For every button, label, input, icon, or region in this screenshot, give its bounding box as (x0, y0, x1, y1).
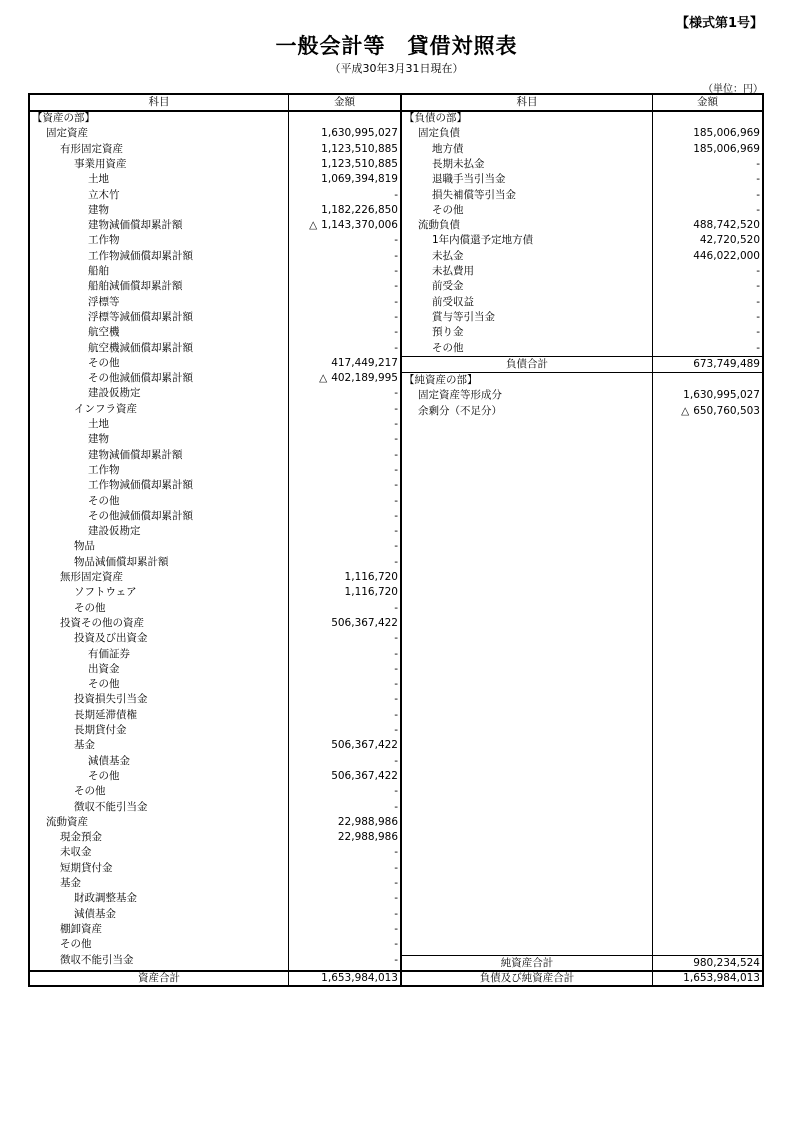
row-label: 地方債 (432, 142, 464, 155)
liability-row (30, 172, 766, 187)
row-label: その他 (60, 938, 92, 951)
row-label: 減債基金 (74, 907, 116, 920)
asset-row (30, 907, 766, 922)
row-label: 固定負債 (418, 127, 460, 140)
liability-row (30, 341, 766, 356)
row-amount (653, 295, 760, 310)
triangle-negative-icon: △ (319, 372, 328, 385)
asset-row (30, 494, 766, 509)
asset-row (30, 876, 766, 891)
row-label: 【資産の部】 (32, 112, 95, 124)
row-amount (289, 891, 398, 906)
amount-value: - (394, 249, 398, 262)
row-amount (653, 218, 760, 233)
asset-row (30, 937, 766, 952)
amount-value: - (394, 800, 398, 813)
amount-value: - (394, 922, 398, 935)
liability-row (30, 310, 766, 325)
row-amount (289, 448, 398, 463)
amount-value: - (394, 265, 398, 277)
row-label: ソフトウェア (74, 586, 137, 599)
net-asset-row (30, 373, 766, 388)
asset-row (30, 692, 766, 707)
liab-net-total-label: 負債及び純資産合計 (479, 972, 575, 984)
asset-row (30, 891, 766, 906)
header-left-item: 科目 (148, 96, 170, 108)
asset-row (30, 677, 766, 692)
row-label: その他減価償却累計額 (88, 509, 193, 522)
amount-value: - (394, 188, 398, 201)
row-label: 土地 (88, 418, 109, 430)
amount-value: - (394, 693, 398, 706)
amount-value: - (394, 846, 398, 859)
balance-sheet-table (28, 93, 764, 987)
triangle-negative-icon: △ (309, 219, 318, 232)
amount-value: - (394, 295, 398, 308)
page-title: 一般会計等 貸借対照表 (275, 34, 518, 58)
net-assets-total-label: 純資産合計 (500, 957, 554, 969)
amount-value: 42,720,520 (699, 234, 760, 247)
row-label: 未払費用 (432, 265, 474, 277)
row-amount (289, 723, 398, 738)
asset-row (30, 784, 766, 799)
row-label: 物品 (74, 540, 95, 553)
row-amount (289, 861, 398, 876)
row-amount (289, 539, 398, 554)
row-amount (289, 876, 398, 891)
amount-value: 417,449,217 (331, 356, 398, 369)
amount-value: - (394, 479, 398, 492)
liab-total-rule-bottom (402, 372, 762, 373)
amount-value: - (394, 448, 398, 461)
asset-row (30, 800, 766, 815)
amount-value: - (394, 632, 398, 645)
amount-value: 650,760,503 (693, 404, 760, 417)
row-amount (653, 310, 760, 325)
amount-value: 1,630,995,027 (683, 389, 760, 402)
amount-value: - (394, 662, 398, 675)
amount-value: 1,630,995,027 (321, 127, 398, 140)
assets-total-label: 資産合計 (138, 972, 180, 984)
asset-row (30, 555, 766, 570)
row-label: 【純資産の部】 (404, 374, 478, 386)
row-label: 固定資産等形成分 (418, 389, 502, 402)
row-label: その他 (88, 678, 120, 691)
row-amount (289, 570, 398, 585)
amount-value: 1,123,510,885 (321, 142, 398, 155)
row-label: 前受収益 (432, 295, 474, 308)
row-label: 1年内償還予定地方債 (432, 234, 534, 247)
asset-row (30, 616, 766, 631)
amount-value: - (394, 861, 398, 874)
row-label: その他 (74, 601, 106, 614)
row-amount (289, 417, 398, 432)
amount-value: 1,143,370,006 (321, 219, 398, 232)
amount-value: - (756, 295, 760, 308)
row-label: 浮標等減価償却累計額 (88, 310, 193, 323)
net-assets-total-amount: 980,234,524 (693, 957, 760, 969)
row-label: 徴収不能引当金 (74, 800, 148, 813)
row-amount (289, 616, 398, 631)
row-label: 賞与等引当金 (432, 310, 495, 323)
row-amount (653, 188, 760, 203)
row-amount (653, 341, 760, 356)
row-label: 投資その他の資産 (60, 616, 144, 629)
amount-value: - (394, 326, 398, 339)
liability-row (30, 111, 766, 126)
row-label: 長期延滞債権 (74, 708, 137, 721)
amount-value: - (394, 953, 398, 966)
row-label: 事業用資産 (74, 157, 127, 170)
asset-row (30, 830, 766, 845)
header-left-amount: 金額 (334, 96, 355, 108)
unit-label: （単位：円） (703, 84, 763, 95)
amount-value: - (394, 555, 398, 568)
liabilities-total-amount: 673,749,489 (693, 358, 760, 370)
row-label: 航空機減価償却累計額 (88, 341, 193, 354)
row-label: 流動資産 (46, 815, 88, 828)
header-right-amount: 金額 (697, 96, 718, 108)
liability-row (30, 203, 766, 218)
row-label: 基金 (60, 877, 81, 889)
amount-value: - (394, 494, 398, 507)
row-amount (289, 601, 398, 616)
row-amount (289, 769, 398, 784)
amount-value: 1,123,510,885 (321, 157, 398, 170)
row-amount (289, 647, 398, 662)
asset-row (30, 754, 766, 769)
triangle-negative-icon: △ (681, 404, 690, 417)
row-amount (653, 325, 760, 340)
form-number: 【様式第1号】 (675, 16, 763, 31)
row-label: その他 (88, 356, 120, 369)
asset-row (30, 769, 766, 784)
asset-row (30, 601, 766, 616)
liability-row (30, 142, 766, 157)
net-asset-row (30, 388, 766, 403)
row-label: 棚卸資産 (60, 922, 102, 935)
amount-value: 185,006,969 (693, 142, 760, 155)
amount-value: - (394, 418, 398, 430)
amount-value: - (394, 387, 398, 400)
row-amount (289, 907, 398, 922)
row-amount (289, 432, 398, 447)
row-label: 固定資産 (46, 127, 88, 140)
amount-value: 446,022,000 (693, 249, 760, 262)
amount-value: - (756, 203, 760, 216)
row-label: 出資金 (88, 662, 120, 675)
asset-row (30, 585, 766, 600)
row-amount (653, 126, 760, 141)
row-label: 減債基金 (88, 754, 130, 767)
row-amount (289, 494, 398, 509)
amount-value: - (394, 938, 398, 951)
row-label: 長期未払金 (432, 157, 485, 170)
asset-row (30, 509, 766, 524)
amount-value: 488,742,520 (693, 219, 760, 232)
row-amount (289, 662, 398, 677)
asset-row (30, 738, 766, 753)
row-label: 損失補償等引当金 (432, 188, 516, 201)
row-label: その他減価償却累計額 (88, 372, 193, 385)
row-amount (289, 524, 398, 539)
amount-value: - (394, 234, 398, 247)
liability-row (30, 279, 766, 294)
row-amount (289, 784, 398, 799)
row-label: 建物 (88, 203, 109, 216)
row-amount (289, 631, 398, 646)
row-label: 投資及び出資金 (74, 632, 148, 645)
asset-row (30, 708, 766, 723)
amount-value: 1,116,720 (344, 571, 398, 583)
row-label: 航空機 (88, 326, 120, 339)
amount-value: 506,367,422 (331, 769, 398, 782)
amount-value: - (756, 265, 760, 277)
net-asset-row (30, 404, 766, 419)
row-label: 有価証券 (88, 647, 130, 660)
row-label: その他 (74, 785, 106, 798)
row-label: 物品減価償却累計額 (74, 555, 169, 568)
amount-value: - (394, 433, 398, 446)
asset-row (30, 463, 766, 478)
liability-row (30, 218, 766, 233)
asset-row (30, 448, 766, 463)
row-label: 工作物減価償却累計額 (88, 249, 193, 262)
row-label: その他 (432, 203, 464, 216)
assets-total-amount: 1,653,984,013 (321, 972, 398, 984)
row-label: 船舶 (88, 265, 109, 277)
row-label: 前受金 (432, 280, 464, 293)
liab-net-total-amount: 1,653,984,013 (683, 972, 760, 984)
liability-row (30, 157, 766, 172)
row-amount (289, 738, 398, 753)
liability-row (30, 188, 766, 203)
asset-row (30, 417, 766, 432)
row-amount (289, 815, 398, 830)
row-label: 建物減価償却累計額 (88, 219, 183, 232)
asset-row (30, 815, 766, 830)
amount-value: - (394, 785, 398, 798)
asset-row (30, 524, 766, 539)
amount-value: - (394, 509, 398, 522)
row-label: インフラ資産 (74, 402, 137, 415)
amount-value: 1,116,720 (344, 586, 398, 599)
amount-value: - (394, 678, 398, 691)
amount-value: 506,367,422 (331, 616, 398, 629)
row-amount (289, 356, 398, 371)
row-label: 船舶減価償却累計額 (88, 280, 183, 293)
amount-value: - (394, 724, 398, 736)
row-amount (289, 830, 398, 845)
amount-value: - (756, 188, 760, 201)
liability-row (30, 233, 766, 248)
asset-row (30, 845, 766, 860)
row-label: 浮標等 (88, 295, 120, 308)
asset-row (30, 922, 766, 937)
row-amount (653, 203, 760, 218)
amount-value: - (756, 310, 760, 323)
amount-value: - (394, 310, 398, 323)
row-label: 有形固定資産 (60, 142, 123, 155)
row-label: 流動負債 (418, 219, 460, 232)
amount-value: - (394, 647, 398, 660)
row-label: 工作物 (88, 234, 120, 247)
amount-value: - (394, 907, 398, 920)
row-label: 【負債の部】 (404, 112, 467, 124)
row-amount (653, 172, 760, 187)
row-label: 財政調整基金 (74, 892, 137, 905)
amount-value: 22,988,986 (337, 815, 398, 828)
amount-value: - (394, 341, 398, 354)
amount-value: - (394, 525, 398, 538)
asset-row (30, 432, 766, 447)
row-amount (289, 585, 398, 600)
row-amount (289, 800, 398, 815)
amount-value: - (394, 540, 398, 553)
row-amount (289, 953, 398, 968)
liability-row (30, 325, 766, 340)
row-label: 預り金 (432, 326, 464, 339)
row-label: その他 (88, 494, 120, 507)
row-amount (653, 404, 760, 419)
amount-value: 506,367,422 (331, 739, 398, 752)
amount-value: - (394, 601, 398, 614)
row-label: 工作物減価償却累計額 (88, 479, 193, 492)
asset-row (30, 861, 766, 876)
amount-value: 185,006,969 (693, 127, 760, 140)
liability-row (30, 126, 766, 141)
header-right-item: 科目 (516, 96, 538, 108)
row-label: 未払金 (432, 249, 464, 262)
amount-value: - (756, 341, 760, 354)
row-amount (653, 157, 760, 172)
report-date: （平成30年3月31日現在） (329, 62, 464, 75)
row-label: 工作物 (88, 463, 120, 476)
row-label: 投資損失引当金 (74, 693, 148, 706)
amount-value: 1,069,394,819 (321, 173, 398, 186)
row-label: 建設仮勘定 (88, 387, 141, 400)
amount-value: - (394, 754, 398, 767)
row-label: 建物 (88, 433, 109, 446)
amount-value: - (394, 877, 398, 889)
row-amount (289, 692, 398, 707)
row-label: 建設仮勘定 (88, 525, 141, 538)
row-amount (653, 279, 760, 294)
row-amount (289, 754, 398, 769)
asset-row (30, 539, 766, 554)
amount-value: 402,189,995 (331, 372, 398, 385)
amount-value: - (756, 173, 760, 186)
row-label: 長期貸付金 (74, 724, 127, 736)
row-amount (289, 509, 398, 524)
liabilities-total-label: 負債合計 (506, 358, 548, 370)
row-amount (289, 937, 398, 952)
row-amount (653, 388, 760, 403)
row-label: その他 (88, 769, 120, 782)
liability-row (30, 264, 766, 279)
liability-row (30, 295, 766, 310)
row-amount (653, 264, 760, 279)
amount-value: - (394, 892, 398, 905)
amount-value: - (756, 157, 760, 170)
row-label: 退職手当引当金 (432, 173, 506, 186)
row-amount (653, 142, 760, 157)
amount-value: 1,182,226,850 (321, 203, 398, 216)
row-amount (653, 233, 760, 248)
row-amount (289, 555, 398, 570)
row-amount (289, 708, 398, 723)
asset-row (30, 631, 766, 646)
amount-value: - (394, 708, 398, 721)
row-amount (653, 249, 760, 264)
row-amount (289, 463, 398, 478)
row-label: 短期貸付金 (60, 861, 113, 874)
row-label: 余剰分（不足分） (418, 404, 502, 417)
amount-value: 22,988,986 (337, 831, 398, 844)
asset-row (30, 570, 766, 585)
asset-row (30, 478, 766, 493)
row-label: 立木竹 (88, 188, 120, 201)
row-amount (289, 677, 398, 692)
row-label: 無形固定資産 (60, 571, 123, 583)
row-amount (289, 922, 398, 937)
row-label: その他 (432, 341, 464, 354)
asset-row (30, 723, 766, 738)
row-label: 土地 (88, 173, 109, 186)
amount-value: - (394, 463, 398, 476)
row-amount (289, 845, 398, 860)
asset-row (30, 647, 766, 662)
amount-value: - (756, 280, 760, 293)
amount-value: - (394, 402, 398, 415)
amount-value: - (756, 326, 760, 339)
row-label: 建物減価償却累計額 (88, 448, 183, 461)
row-label: 現金預金 (60, 831, 102, 844)
row-amount (289, 478, 398, 493)
row-label: 基金 (74, 739, 95, 752)
row-label: 未収金 (60, 846, 92, 859)
row-label: 徴収不能引当金 (60, 953, 134, 966)
liability-row (30, 249, 766, 264)
amount-value: - (394, 280, 398, 293)
asset-row (30, 662, 766, 677)
